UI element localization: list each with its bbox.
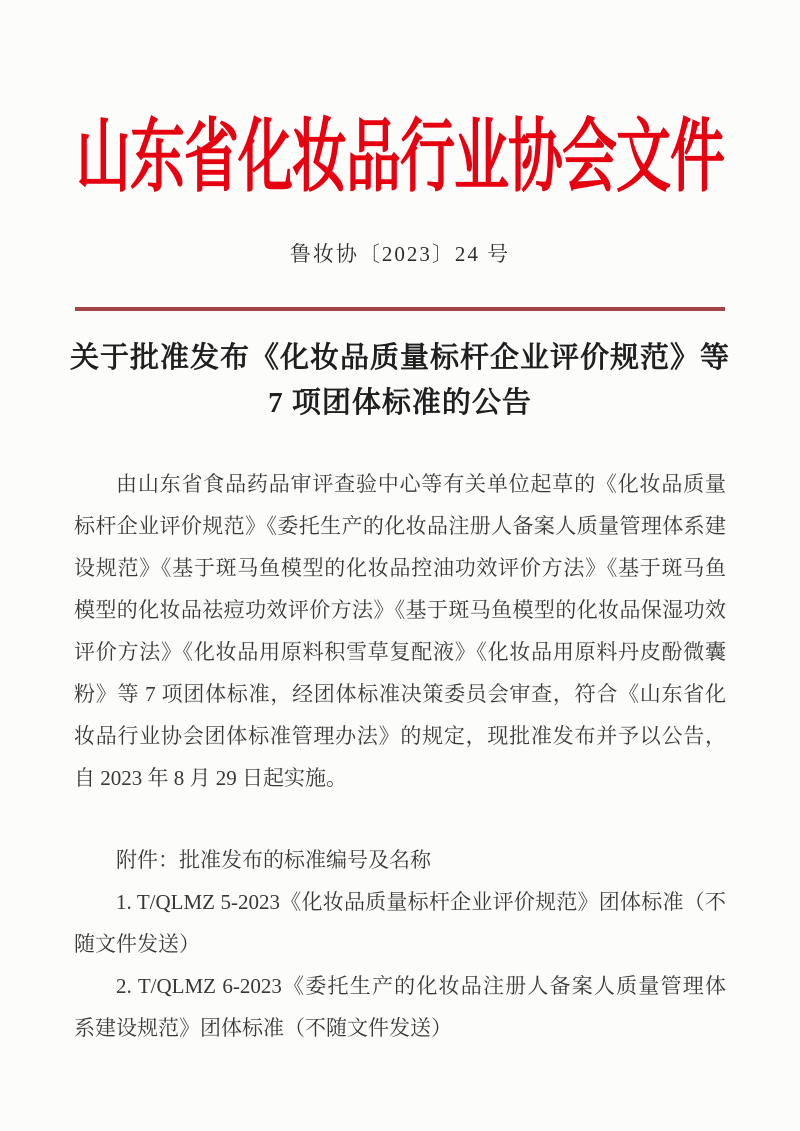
document-number: 鲁妆协〔2023〕24 号 xyxy=(289,242,511,266)
paragraph-line: 粉》等 7 项团体标准，经团体标准决策委员会审查，符合《山东省化 xyxy=(74,682,726,706)
paragraph-line: 模型的化妆品祛痘功效评价方法》《基于斑马鱼模型的化妆品保湿功效 xyxy=(74,598,726,622)
attachment-section xyxy=(74,839,726,1049)
paragraph-line: 设规范》《基于斑马鱼模型的化妆品控油功效评价方法》《基于斑马鱼 xyxy=(74,556,726,580)
attachment-item-line: 2. T/QLMZ 6-2023《委托生产的化妆品注册人备案人质量管理体 xyxy=(116,974,726,998)
paragraph-line: 标杆企业评价规范》《委托生产的化妆品注册人备案人质量管理体系建 xyxy=(74,514,726,538)
attachment-item-line: 随文件发送） xyxy=(74,932,200,956)
document-title xyxy=(60,336,740,426)
document-header-title: 山东省化妆品行业协会文件 xyxy=(75,112,724,202)
body-paragraph xyxy=(74,463,726,799)
attachment-item-line: 1. T/QLMZ 5-2023《化妆品质量标杆企业评价规范》团体标准（不 xyxy=(116,890,726,914)
header-divider-line xyxy=(75,307,725,311)
paragraph-line: 自 2023 年 8 月 29 日起实施。 xyxy=(74,766,347,790)
document-title-line: 7 项团体标准的公告 xyxy=(268,387,532,419)
paragraph-line: 由山东省食品药品审评查验中心等有关单位起草的《化妆品质量 xyxy=(116,472,726,496)
attachment-item-line: 系建设规范》团体标准（不随文件发送） xyxy=(74,1016,452,1040)
paragraph-line: 评价方法》《化妆品用原料积雪草复配液》《化妆品用原料丹皮酚微囊 xyxy=(74,640,726,664)
document-title-line: 关于批准发布《化妆品质量标杆企业评价规范》等 xyxy=(69,342,730,374)
paragraph-line: 妆品行业协会团体标准管理办法》的规定，现批准发布并予以公告， xyxy=(74,724,726,748)
attachment-heading: 附件：批准发布的标准编号及名称 xyxy=(116,848,431,872)
